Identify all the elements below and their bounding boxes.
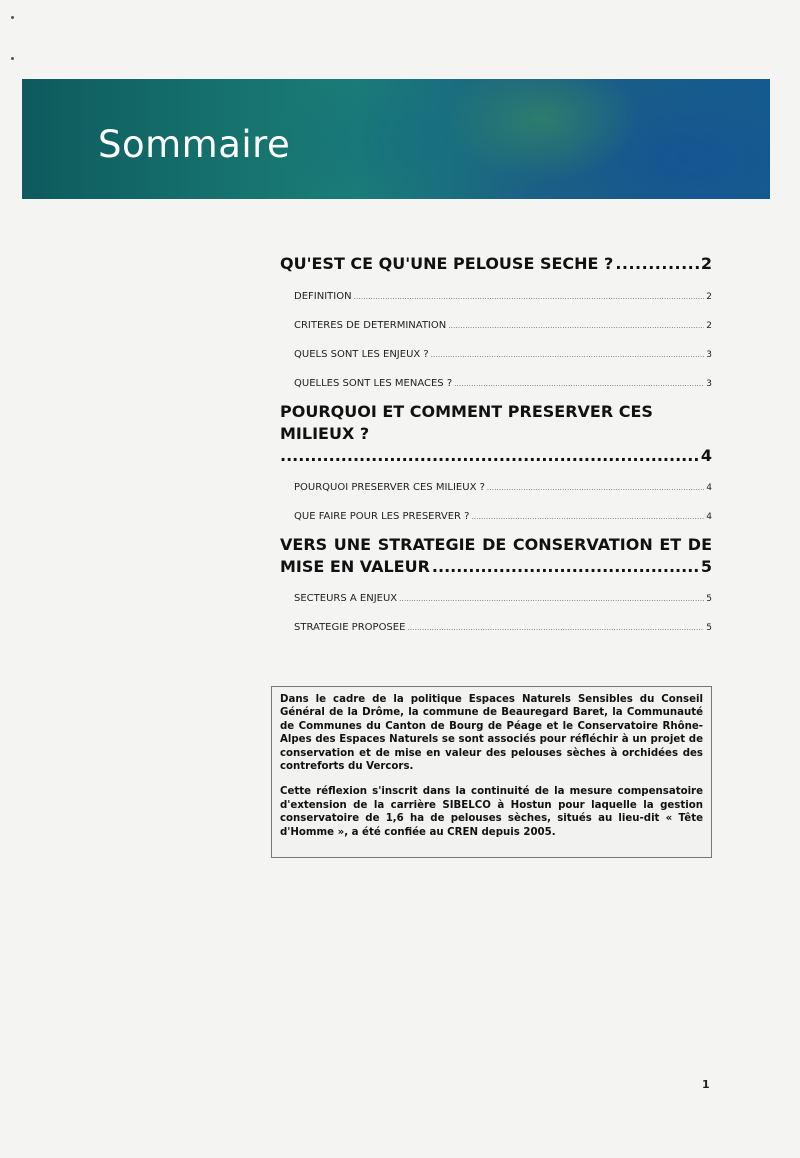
toc-leader: [399, 592, 704, 606]
toc-item-que-faire[interactable]: [280, 510, 712, 524]
toc-section-2[interactable]: [280, 401, 712, 467]
toc-item-page: 2: [706, 292, 712, 302]
toc-item-label: QUE FAIRE POUR LES PRESERVER ?: [294, 511, 470, 522]
toc-section-3-page: 5: [700, 557, 712, 576]
toc-item-page: 4: [706, 512, 712, 522]
toc-leader: [280, 445, 699, 467]
page-title: Sommaire: [98, 123, 291, 166]
toc-leader: [431, 348, 705, 362]
title-banner: [22, 79, 770, 199]
table-of-contents: [280, 248, 712, 635]
toc-item-strategie[interactable]: [280, 621, 712, 635]
scan-speck: [11, 57, 14, 60]
toc-item-label: QUELLES SONT LES MENACES ?: [294, 378, 453, 389]
toc-section-3-label-line2: MISE EN VALEUR: [280, 557, 430, 576]
toc-section-1-page: 2: [700, 254, 712, 273]
toc-section-3[interactable]: [280, 534, 712, 578]
toc-leader: [407, 621, 704, 635]
toc-item-definition[interactable]: [280, 290, 712, 304]
toc-leader: [487, 481, 704, 495]
context-box: [271, 686, 712, 858]
toc-item-page: 3: [706, 350, 712, 360]
toc-section-2-page: 4: [700, 446, 712, 465]
page-number: 1: [702, 1078, 710, 1091]
toc-item-menaces[interactable]: [280, 377, 712, 391]
toc-item-enjeux[interactable]: [280, 348, 712, 362]
context-paragraph-1: Dans le cadre de la politique Espaces Naturels Sensibles du Conseil Général de la Drôme, la commune de Beauregard Baret, la Communauté de Communes du Canton de Bourg de Péage et le Conservatoire Rhône-Alpes des Espaces Naturels se sont associés pour réfléchir à un projet de conservation et de mise en valeur des pelouses sèches à orchidées des contreforts du Vercors.: [280, 694, 703, 773]
toc-item-label: POURQUOI PRESERVER CES MILIEUX ?: [294, 482, 485, 493]
context-paragraph-2: Cette réflexion s'inscrit dans la continuité de la mesure compensatoire d'extension de la carrière SIBELCO à Hostun pour laquelle la gestion conservatoire de 1,6 ha de pelouses sèches, situés au lieu-dit « Tête d'Homme », a été confiée au CREN depuis 2005.: [280, 786, 703, 838]
toc-leader: [471, 510, 704, 524]
toc-item-label: SECTEURS A ENJEUX: [294, 593, 398, 604]
toc-item-label: STRATEGIE PROPOSEE: [294, 622, 406, 633]
toc-leader: [615, 254, 699, 273]
toc-item-page: 2: [706, 321, 712, 331]
toc-section-1-label: QU'EST CE QU'UNE PELOUSE SECHE ?: [280, 254, 614, 273]
scan-speck: [11, 16, 14, 19]
toc-item-secteurs[interactable]: [280, 592, 712, 606]
toc-leader: [432, 556, 699, 578]
toc-leader: [454, 377, 704, 391]
toc-leader: [354, 290, 705, 304]
toc-item-pourquoi[interactable]: [280, 481, 712, 495]
toc-item-page: 4: [706, 483, 712, 493]
toc-item-page: 5: [706, 594, 712, 604]
toc-item-criteres[interactable]: [280, 319, 712, 333]
toc-section-2-label: POURQUOI ET COMMENT PRESERVER CES MILIEUX ?: [280, 402, 653, 443]
toc-item-label: QUELS SONT LES ENJEUX ?: [294, 349, 429, 360]
toc-section-1[interactable]: [280, 254, 712, 273]
toc-item-label: DEFINITION: [294, 291, 352, 302]
toc-item-label: CRITERES DE DETERMINATION: [294, 320, 447, 331]
toc-item-page: 5: [706, 623, 712, 633]
toc-leader: [448, 319, 704, 333]
toc-section-3-label-line1: VERS UNE STRATEGIE DE CONSERVATION ET DE: [280, 535, 712, 554]
toc-item-page: 3: [706, 379, 712, 389]
